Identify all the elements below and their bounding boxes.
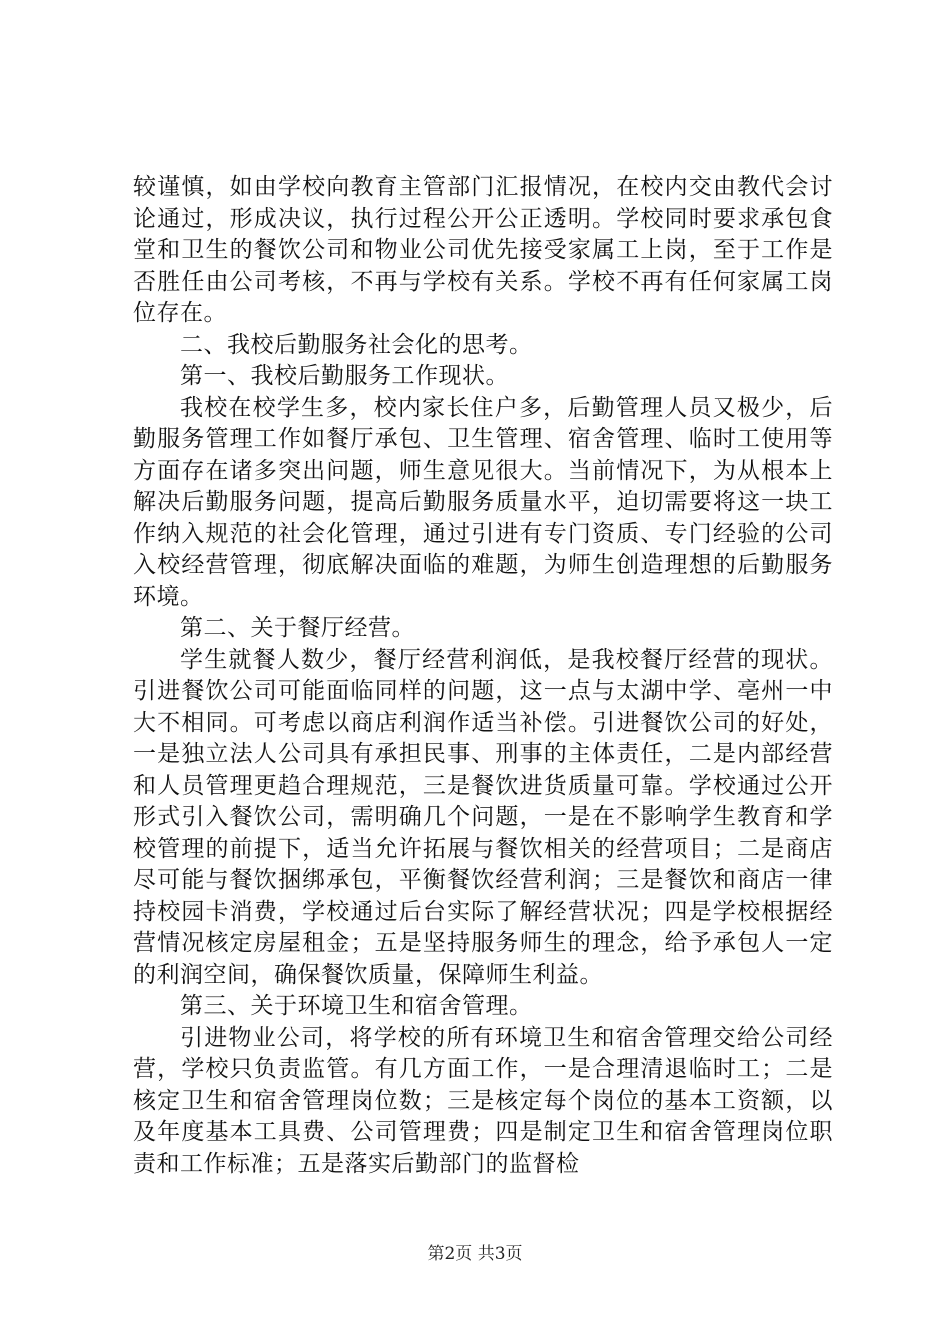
subsection-heading-3: 第三、关于环境卫生和宿舍管理。 xyxy=(180,993,533,1019)
subsection-heading-2: 第二、关于餐厅经营。 xyxy=(180,615,415,641)
paragraph-continuation: 较谨慎，如由学校向教育主管部门汇报情况，在校内交由教代会讨论通过，形成决议，执行过程公开公正透明。学校同时要求承包食堂和卫生的餐饮公司和物业公司优先接受家属工上岗，至于工作是否胜任由公司考核，不再与学校有关系。学校不再有任何家属工岗位存在。 xyxy=(133,174,833,326)
paragraph-current-status: 我校在校学生多，校内家长住户多，后勤管理人员又极少，后勤服务管理工作如餐厅承包、卫生管理、宿舍管理、临时工使用等方面存在诸多突出问题，师生意见很大。当前情况下，为从根本上解决后勤服务问题，提高后勤服务质量水平，迫切需要将这一块工作纳入规范的社会化管理，通过引进有专门资质、专门经验的公司入校经营管理，彻底解决面临的难题，为师生创造理想的后勤服务环境。 xyxy=(133,394,833,610)
subsection-heading-1: 第一、我校后勤服务工作现状。 xyxy=(180,363,509,389)
paragraph-canteen: 学生就餐人数少，餐厅经营利润低，是我校餐厅经营的现状。引进餐饮公司可能面临同样的问题，这一点与太湖中学、亳州一中大不相同。可考虑以商店利润作适当补偿。引进餐饮公司的好处，一是独立法人公司具有承担民事、刑事的主体责任，二是内部经营和人员管理更趋合理规范，三是餐饮进货质量可靠。学校通过公开形式引入餐饮公司，需明确几个问题，一是在不影响学生教育和学校管理的前提下，适当允许拓展与餐饮相关的经营项目；二是商店尽可能与餐饮捆绑承包，平衡餐饮经营利润；三是餐饮和商店一律持校园卡消费，学校通过后台实际了解经营状况；四是学校根据经营情况核定房屋租金；五是坚持服务师生的理念，给予承包人一定的利润空间，确保餐饮质量，保障师生利益。 xyxy=(133,646,833,988)
page-number-footer: 第2页 共3页 xyxy=(427,1244,523,1264)
section-heading-2: 二、我校后勤服务社会化的思考。 xyxy=(180,331,533,358)
paragraph-hygiene-dorm: 引进物业公司，将学校的所有环境卫生和宿舍管理交给公司经营，学校只负责监管。有几方面工作，一是合理清退临时工；二是核定卫生和宿舍管理岗位数；三是核定每个岗位的基本工资额，以及年度基本工具费、公司管理费；四是制定卫生和宿舍管理岗位职责和工作标准；五是落实后勤部门的监督检 xyxy=(133,1024,833,1177)
document-body xyxy=(133,172,833,1180)
